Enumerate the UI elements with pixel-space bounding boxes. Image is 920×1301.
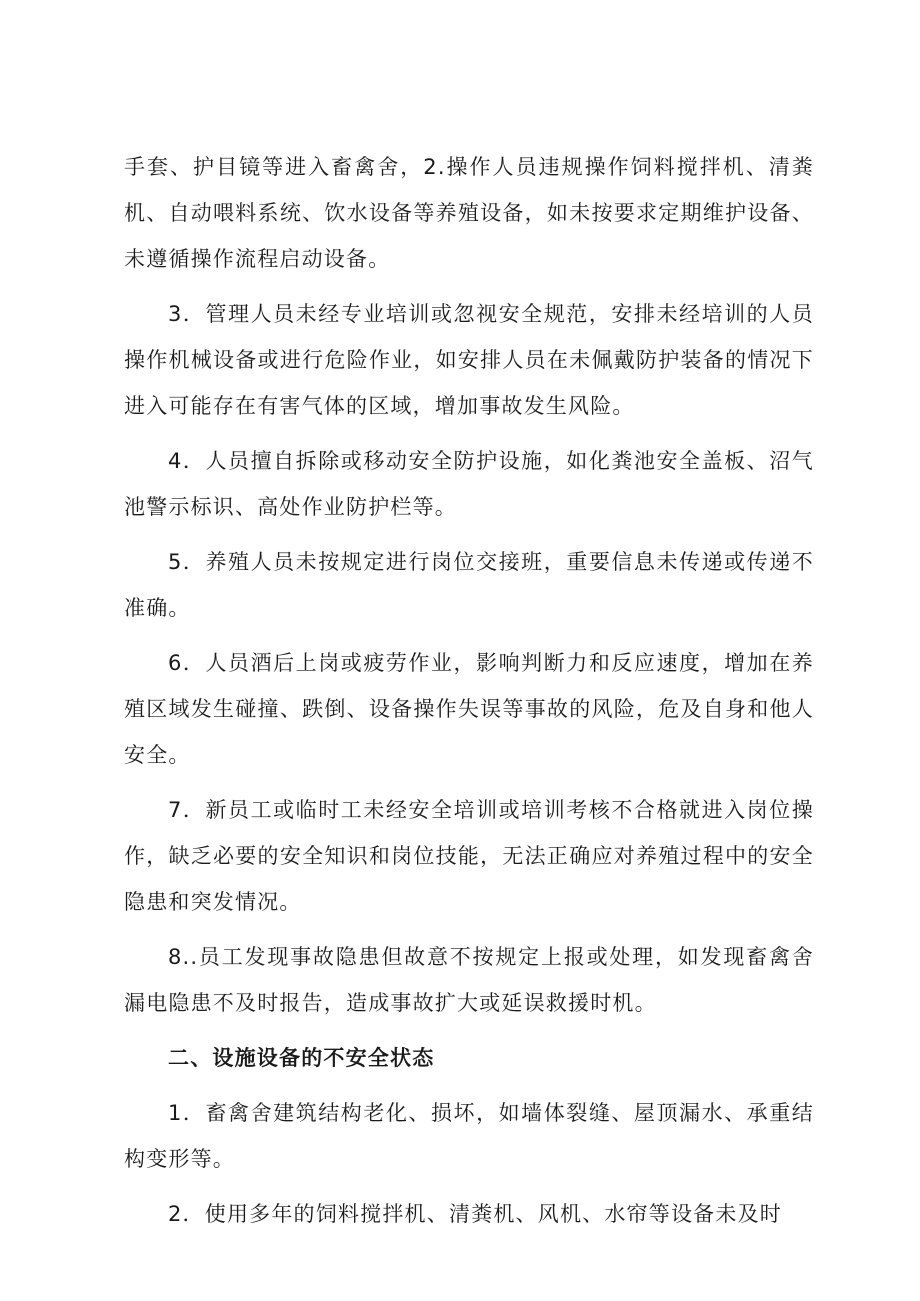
paragraph-item-5: 5．养殖人员未按规定进行岗位交接班，重要信息未传递或传递不准确。 — [124, 550, 814, 620]
section-paragraph-2: 2．使用多年的饲料搅拌机、清粪机、风机、水帘等设备未及时 — [168, 1202, 782, 1226]
paragraph-item-6: 6．人员酒后上岗或疲劳作业，影响判断力和反应速度，增加在养殖区域发生碰撞、跌倒、设备操作失误等事故的风险，危及自身和他人安全。 — [124, 651, 814, 767]
section-paragraph-1: 1．畜禽舍建筑结构老化、损坏，如墙体裂缝、屋顶漏水、承重结构变形等。 — [124, 1101, 814, 1171]
section-heading: 二、设施设备的不安全状态 — [168, 1046, 435, 1070]
paragraph-item-8: 8..员工发现事故隐患但故意不按规定上报或处理，如发现畜禽舍漏电隐患不及时报告，造成事故扩大或延误救援时机。 — [124, 945, 814, 1015]
paragraph-item-7: 7．新员工或临时工未经安全培训或培训考核不合格就进入岗位操作，缺乏必要的安全知识和岗位技能，无法正确应对养殖过程中的安全隐患和突发情况。 — [124, 798, 814, 914]
document-body — [124, 144, 814, 1246]
paragraph-continued: 手套、护目镜等进入畜禽舍，2.操作人员违规操作饲料搅拌机、清粪机、自动喂料系统、饮水设备等养殖设备，如未按要求定期维护设备、未遵循操作流程启动设备。 — [124, 155, 814, 271]
paragraph-item-4: 4．人员擅自拆除或移动安全防护设施，如化粪池安全盖板、沼气池警示标识、高处作业防护栏等。 — [124, 449, 814, 519]
paragraph-item-3: 3．管理人员未经专业培训或忽视安全规范，安排未经培训的人员操作机械设备或进行危险作业，如安排人员在未佩戴防护装备的情况下进入可能存在有害气体的区域，增加事故发生风险。 — [124, 302, 814, 418]
